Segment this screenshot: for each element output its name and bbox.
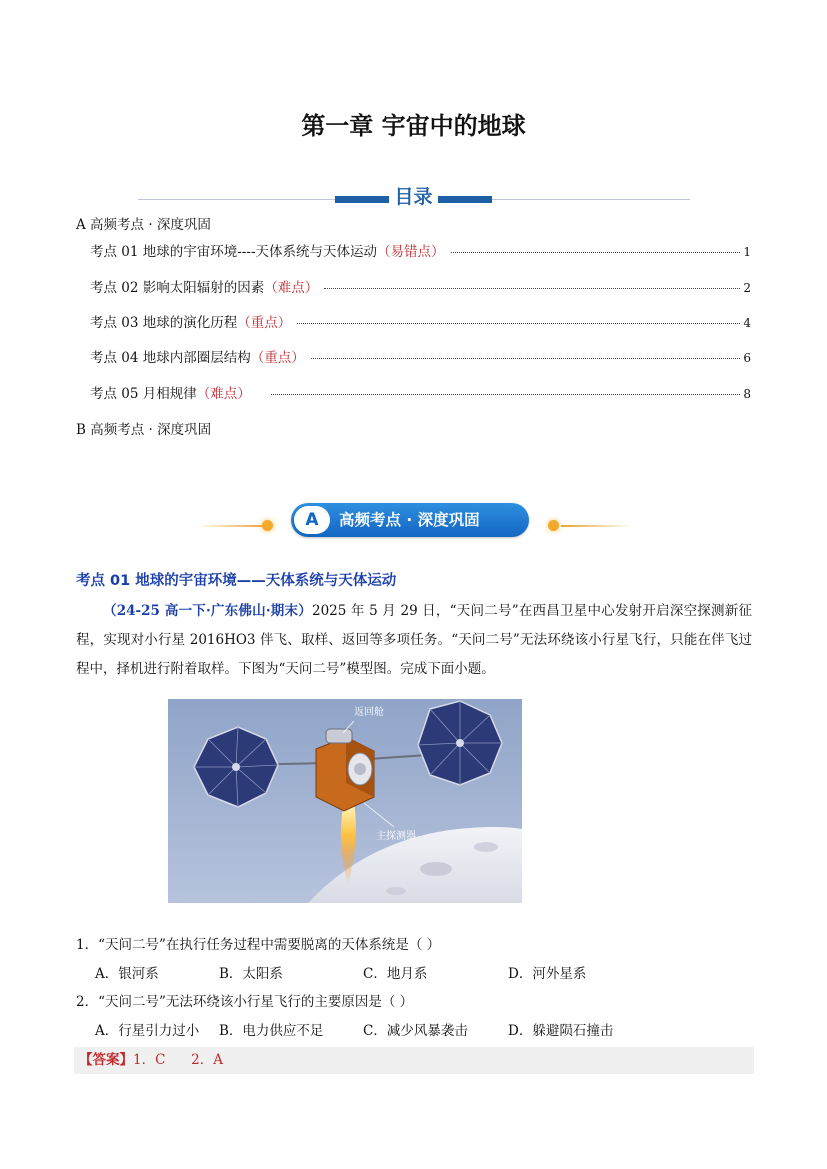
q1-option-b[interactable]: B．太阳系 bbox=[219, 966, 283, 982]
question-source: （24-25 高一下·广东佛山·期末） bbox=[103, 603, 312, 619]
banner-pill bbox=[291, 503, 529, 537]
tianwen2-figure bbox=[168, 699, 522, 903]
answer-text: 1．C 2．A bbox=[133, 1052, 224, 1068]
answer-label: 【答案】 bbox=[79, 1052, 133, 1068]
toc-section-b[interactable]: B 高频考点 · 深度巩固 bbox=[76, 422, 212, 438]
q1-option-a[interactable]: A．银河系 bbox=[95, 966, 159, 982]
toc-entry-text: 考点 04 地球内部圈层结构 bbox=[90, 350, 251, 366]
intro-paragraph bbox=[76, 597, 752, 684]
toc-leader-dots bbox=[324, 288, 740, 289]
toc-entry-1[interactable] bbox=[90, 240, 751, 258]
q2-option-d[interactable]: D．躲避陨石撞击 bbox=[508, 1023, 614, 1039]
toc-entry-page: 8 bbox=[743, 387, 751, 401]
toc-entry-text: 考点 02 影响太阳辐射的因素 bbox=[90, 280, 265, 296]
kaodian-heading: 考点 01 地球的宇宙环境——天体系统与天体运动 bbox=[76, 573, 397, 589]
toc-entry-page: 6 bbox=[743, 351, 751, 365]
toc-header bbox=[138, 182, 690, 210]
toc-entry-tag: （易错点） bbox=[377, 244, 445, 260]
q1-option-c[interactable]: C．地月系 bbox=[363, 966, 428, 982]
toc-heading: 目录 bbox=[389, 182, 438, 209]
q2-option-b[interactable]: B．电力供应不足 bbox=[219, 1023, 324, 1039]
toc-entry-page: 4 bbox=[743, 316, 751, 330]
toc-entry-text: 考点 03 地球的演化历程 bbox=[90, 315, 238, 331]
banner-text: 高频考点 · 深度巩固 bbox=[339, 511, 480, 529]
toc-leader-dots bbox=[311, 358, 741, 359]
toc-entry-text: 考点 05 月相规律 bbox=[90, 386, 197, 402]
intro-text: 2025 年 5 月 29 日，“天问二号”在西昌卫星中心发射开启深空探测新征程，实现对小行星 2016HO3 伴飞、取样、返回等多项任务。“天问二号”无法环绕该小行星飞行，只能在伴飞过程中，择机进行附着取样。下图为“天问二号”模型图。完成下面小题。 bbox=[76, 603, 752, 677]
toc-entry-4[interactable] bbox=[90, 346, 751, 364]
toc-entry-tag: （难点） bbox=[196, 386, 251, 402]
banner-dot-left bbox=[262, 520, 273, 531]
banner-line-left bbox=[196, 525, 266, 527]
toc-section-a[interactable]: A 高频考点 · 深度巩固 bbox=[76, 217, 211, 233]
toc-entry-tag: （难点） bbox=[264, 280, 319, 296]
figure-label-main-probe: 主探测器 bbox=[376, 831, 416, 842]
toc-bar-right bbox=[438, 196, 492, 203]
toc-leader-dots bbox=[451, 252, 741, 253]
banner-letter: A bbox=[294, 506, 330, 534]
section-banner bbox=[196, 503, 632, 539]
q2-option-a[interactable]: A．行星引力过小 bbox=[95, 1023, 200, 1039]
figure-label-return-capsule: 返回舱 bbox=[354, 707, 384, 718]
banner-line-right bbox=[561, 525, 632, 527]
toc-leader-dots bbox=[297, 323, 740, 324]
question-2-stem: 2．“天问二号”无法环绕该小行星飞行的主要原因是（ ） bbox=[76, 994, 414, 1010]
answer-box bbox=[74, 1047, 754, 1074]
toc-entry-5[interactable] bbox=[90, 382, 751, 400]
toc-entry-tag: （重点） bbox=[250, 350, 305, 366]
toc-entry-tag: （重点） bbox=[237, 315, 292, 331]
q2-option-c[interactable]: C．减少风暴袭击 bbox=[363, 1023, 468, 1039]
question-2-options bbox=[95, 1019, 655, 1039]
toc-leader-dots bbox=[271, 394, 741, 395]
question-1-options bbox=[95, 962, 655, 982]
question-1-stem: 1．“天问二号”在执行任务过程中需要脱离的天体系统是（ ） bbox=[76, 937, 441, 953]
tianwen2-illustration bbox=[168, 699, 522, 903]
chapter-title: 第一章 宇宙中的地球 bbox=[301, 112, 526, 140]
toc-entry-text: 考点 01 地球的宇宙环境----天体系统与天体运动 bbox=[90, 244, 378, 260]
q1-option-d[interactable]: D．河外星系 bbox=[508, 966, 587, 982]
toc-entry-2[interactable] bbox=[90, 276, 751, 294]
toc-bar-left bbox=[335, 196, 389, 203]
toc-entry-page: 2 bbox=[743, 281, 751, 295]
toc-entry-3[interactable] bbox=[90, 311, 751, 329]
toc-entry-page: 1 bbox=[743, 245, 751, 259]
banner-dot-right bbox=[548, 520, 559, 531]
